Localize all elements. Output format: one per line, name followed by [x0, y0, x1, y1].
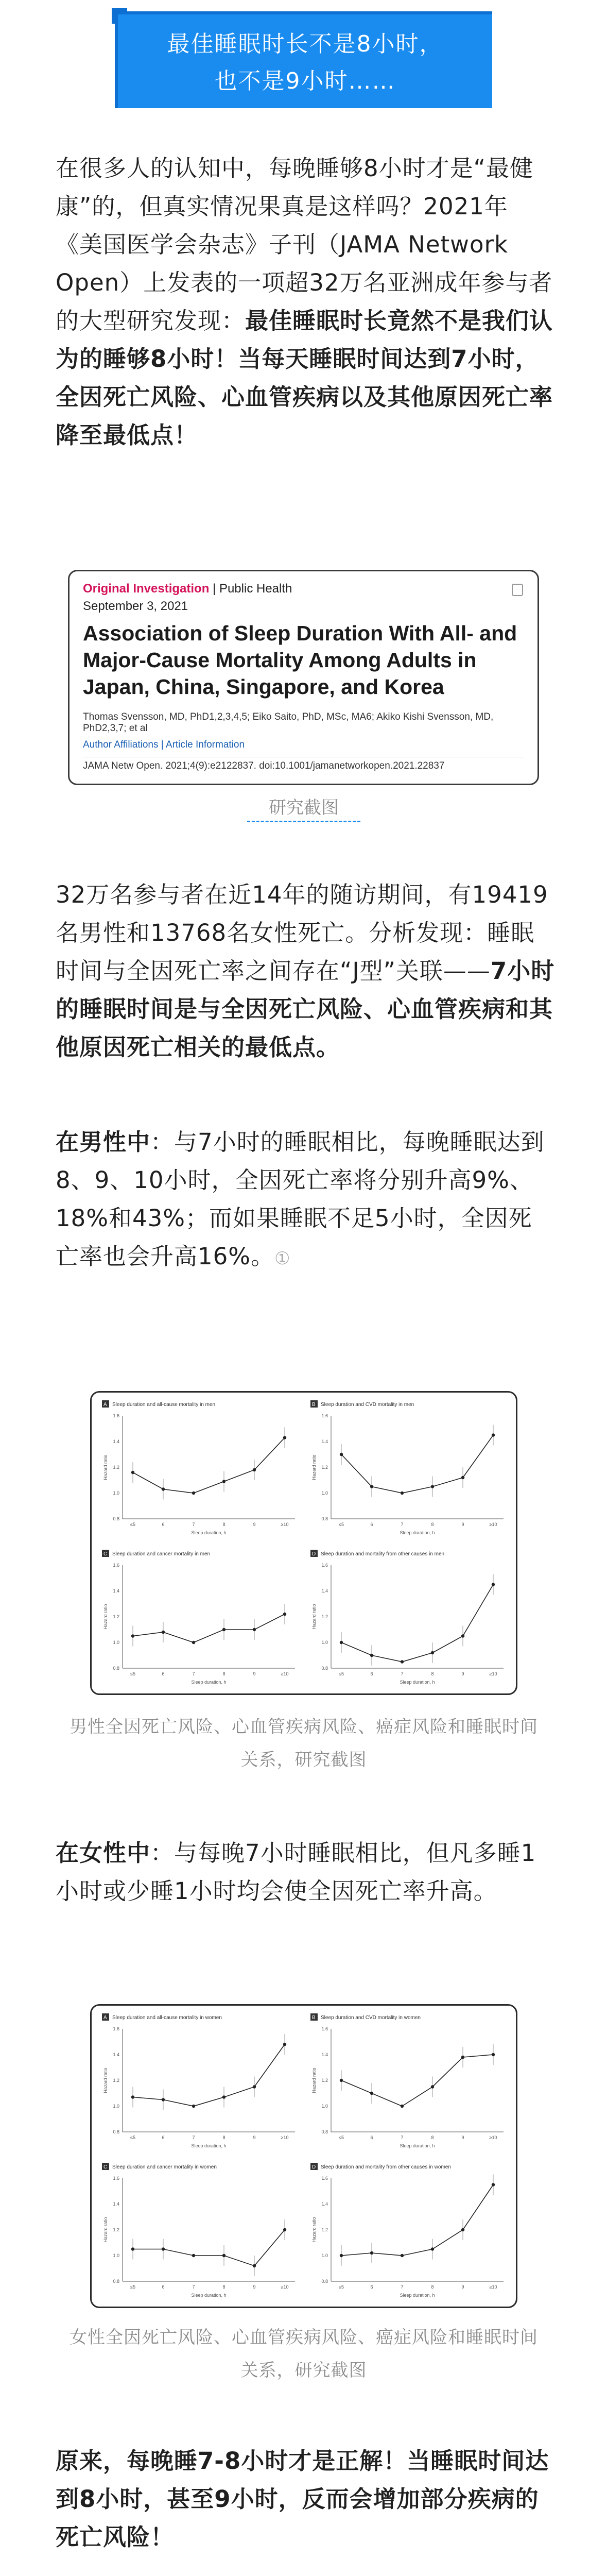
women-x-tick: 8 — [222, 2284, 226, 2290]
intro-paragraph — [56, 149, 555, 454]
men-y-tick: 1.6 — [321, 1413, 328, 1418]
men-series-line — [341, 1435, 493, 1494]
women-data-point — [222, 2095, 226, 2098]
paper-authors: Thomas Svensson, MD, PhD1,2,3,4,5; Eiko Saito, PhD, MSc, MA6; Akiko Kishi Svensson, MD, PhD2,3,7; et al — [83, 711, 494, 734]
men-y-tick: 1.0 — [321, 1640, 328, 1645]
men-y-label: Hazard ratio — [311, 1604, 317, 1630]
men-panel-d — [310, 1550, 504, 1685]
men-data-point — [162, 1631, 165, 1634]
men-paragraph — [56, 1123, 555, 1278]
men-x-label: Sleep duration, h — [191, 1680, 227, 1685]
women-y-tick: 1.2 — [321, 2078, 328, 2083]
women-panel-d — [310, 2163, 504, 2298]
findings-paragraph — [56, 876, 555, 1066]
men-x-tick: ≤5 — [339, 1671, 344, 1676]
men-data-point — [283, 1436, 286, 1439]
women-x-label: Sleep duration, h — [400, 2143, 435, 2148]
men-y-tick: 1.6 — [113, 1413, 119, 1418]
women-data-point — [131, 2247, 134, 2250]
men-x-tick: ≥10 — [281, 1671, 289, 1676]
women-panel-letter: B — [312, 2015, 316, 2021]
women-y-tick: 0.8 — [321, 2279, 328, 2284]
men-data-point — [431, 1485, 434, 1488]
men-x-tick: 9 — [253, 1522, 256, 1527]
men-x-tick: 7 — [192, 1522, 195, 1527]
men-data-point — [222, 1628, 226, 1631]
women-panel-title: Sleep duration and cancer mortality in women — [112, 2164, 217, 2170]
men-data-point — [340, 1641, 343, 1644]
women-series-line — [341, 2055, 493, 2106]
men-data-point — [370, 1654, 373, 1657]
men-data-point — [461, 1634, 464, 1637]
conclusion-paragraph — [56, 2442, 555, 2556]
women-data-point — [431, 2085, 434, 2088]
men-x-tick: 8 — [222, 1671, 226, 1676]
women-data-point — [401, 2254, 404, 2257]
women-y-tick: 1.2 — [113, 2227, 119, 2232]
women-data-point — [162, 2098, 165, 2101]
women-data-point — [283, 2043, 286, 2046]
men-y-tick: 1.0 — [113, 1490, 119, 1496]
paper-citation: JAMA Netw Open. 2021;4(9):e2122837. doi:10.1001/jamanetworkopen.2021.22837 — [83, 757, 524, 772]
women-x-tick: 6 — [370, 2135, 373, 2140]
women-y-tick: 1.4 — [321, 2201, 328, 2207]
women-series-line — [133, 2044, 285, 2106]
women-text: ：与每晚7小时睡眠相比，但凡多睡1小时或少睡1小时均会使全因死亡率升高。 — [56, 1839, 536, 1905]
women-x-tick: 7 — [401, 2284, 404, 2290]
title-line-2: 也不是9小时…… — [214, 68, 396, 94]
men-y-tick: 1.6 — [113, 1563, 119, 1568]
men-y-tick: 1.2 — [321, 1465, 328, 1470]
men-x-tick: 7 — [192, 1671, 195, 1676]
women-x-tick: 6 — [162, 2284, 165, 2290]
women-data-point — [283, 2228, 286, 2231]
women-y-tick: 1.4 — [321, 2052, 328, 2057]
paper-date: September 3, 2021 — [83, 599, 188, 613]
women-data-point — [370, 2092, 373, 2095]
men-data-point — [192, 1492, 195, 1495]
title-line-1: 最佳睡眠时长不是8小时， — [167, 31, 443, 57]
men-series-line — [341, 1585, 493, 1662]
women-figure-caption: 女性全因死亡风险、心血管疾病风险、癌症风险和睡眠时间关系，研究截图 — [70, 2327, 538, 2381]
men-y-tick: 1.4 — [113, 1439, 119, 1444]
women-data-point — [431, 2247, 434, 2250]
women-data-point — [131, 2095, 134, 2098]
women-panel-c — [102, 2163, 295, 2298]
men-data-point — [492, 1433, 495, 1436]
men-x-tick: 8 — [431, 1671, 434, 1676]
women-heading: 在女性中 — [56, 1839, 151, 1867]
men-data-point — [192, 1641, 195, 1644]
men-series-line — [133, 1438, 285, 1494]
men-y-tick: 1.4 — [321, 1588, 328, 1594]
women-y-tick: 1.2 — [321, 2227, 328, 2232]
findings-text: 32万名参与者在近14年的随访期间，有19419名男性和13768名女性死亡。分析发现：睡眠时间与全因死亡率之间存在“J型”关联—— — [56, 881, 548, 985]
women-x-tick: 9 — [461, 2135, 464, 2140]
men-y-label: Hazard ratio — [311, 1454, 317, 1480]
women-x-tick: 9 — [253, 2135, 256, 2140]
paper-links[interactable]: Author Affiliations | Article Information — [83, 739, 245, 750]
women-x-label: Sleep duration, h — [400, 2293, 435, 2298]
women-chart-svg — [92, 2006, 517, 2308]
women-y-tick: 1.4 — [113, 2052, 119, 2057]
women-series-line — [341, 2185, 493, 2256]
men-data-point — [461, 1476, 464, 1479]
women-panel-title: Sleep duration and all-cause mortality in women — [112, 2015, 222, 2021]
men-data-point — [131, 1634, 134, 1637]
intro-bold: 最佳睡眠时长竟然不是我们认为的睡够8小时！当每天睡眠时间达到7小时，全因死亡风险、心血管疾病以及其他原因死亡率降至最低点！ — [56, 307, 553, 449]
women-x-tick: 7 — [192, 2284, 195, 2290]
women-x-label: Sleep duration, h — [191, 2143, 227, 2148]
women-panel-letter: D — [312, 2164, 316, 2170]
men-x-tick: ≤5 — [130, 1522, 135, 1527]
women-y-label: Hazard ratio — [311, 2067, 317, 2093]
men-series-line — [133, 1614, 285, 1642]
men-panel-title: Sleep duration and cancer mortality in men — [112, 1551, 211, 1557]
men-heading: 在男性中 — [56, 1128, 151, 1156]
men-data-point — [340, 1453, 343, 1456]
men-y-tick: 0.8 — [321, 1666, 328, 1671]
women-x-tick: 6 — [162, 2135, 165, 2140]
women-panel-letter: A — [103, 2015, 107, 2021]
men-panel-title: Sleep duration and CVD mortality in men — [321, 1402, 414, 1408]
men-x-tick: ≥10 — [489, 1522, 497, 1527]
paper-section: | Public Health — [209, 582, 292, 596]
women-x-tick: 7 — [192, 2135, 195, 2140]
women-x-tick: 7 — [401, 2135, 404, 2140]
paper-tag — [83, 582, 524, 596]
men-x-tick: 8 — [431, 1522, 434, 1527]
women-data-point — [222, 2254, 226, 2257]
men-y-tick: 1.0 — [113, 1640, 119, 1645]
men-x-label: Sleep duration, h — [400, 1680, 435, 1685]
men-data-point — [283, 1613, 286, 1616]
women-x-tick: ≤5 — [339, 2284, 344, 2290]
women-panel-a — [102, 2013, 295, 2148]
women-y-label: Hazard ratio — [103, 2217, 108, 2243]
men-panel-letter: C — [103, 1551, 108, 1557]
men-data-point — [253, 1468, 256, 1471]
men-panel-title: Sleep duration and all-cause mortality in men — [112, 1402, 216, 1408]
men-y-label: Hazard ratio — [103, 1604, 108, 1630]
men-data-point — [253, 1628, 256, 1631]
women-y-tick: 1.0 — [113, 2104, 119, 2109]
women-data-point — [192, 2105, 195, 2108]
men-panel-a — [102, 1400, 295, 1535]
women-data-point — [370, 2251, 373, 2255]
women-y-tick: 1.6 — [113, 2176, 119, 2181]
men-x-tick: 8 — [222, 1522, 226, 1527]
intro-text: 在很多人的认知中，每晚睡够8小时才是“最健康”的，但真实情况果真是这样吗？2021年《美国医学会杂志》子刊（JAMA Network Open）上发表的一项超32万名亚洲成年参与者的大型研究发现： — [56, 155, 553, 334]
women-paragraph — [56, 1834, 555, 1910]
men-panel-title: Sleep duration and mortality from other causes in men — [321, 1551, 445, 1557]
women-y-tick: 1.4 — [113, 2201, 119, 2207]
men-data-point — [162, 1487, 165, 1490]
men-figure-caption: 男性全因死亡风险、心血管疾病风险、癌症风险和睡眠时间关系，研究截图 — [70, 1717, 538, 1770]
women-data-point — [461, 2228, 464, 2231]
women-y-tick: 1.0 — [113, 2253, 119, 2258]
women-y-label: Hazard ratio — [103, 2067, 108, 2093]
paper-screenshot — [68, 570, 539, 785]
men-y-tick: 1.2 — [321, 1614, 328, 1619]
women-y-tick: 0.8 — [321, 2129, 328, 2134]
women-x-tick: ≤5 — [130, 2135, 135, 2140]
women-data-point — [253, 2264, 256, 2267]
footnote-marker: ① — [274, 1248, 291, 1269]
men-x-tick: 9 — [253, 1671, 256, 1676]
paper-title: Association of Sleep Duration With All- and Major-Cause Mortality Among Adults in Japan, China, Singapore, and Korea — [83, 621, 517, 699]
men-y-tick: 1.4 — [113, 1588, 119, 1594]
men-data-point — [431, 1651, 434, 1654]
women-series-line — [133, 2230, 285, 2266]
men-figure — [90, 1391, 517, 1695]
men-data-point — [131, 1471, 134, 1474]
men-y-tick: 1.0 — [321, 1490, 328, 1496]
women-panel-title: Sleep duration and mortality from other causes in women — [321, 2164, 451, 2170]
women-data-point — [461, 2056, 464, 2059]
men-data-point — [370, 1485, 373, 1488]
women-x-tick: 8 — [431, 2284, 434, 2290]
men-x-tick: ≥10 — [489, 1671, 497, 1676]
women-y-label: Hazard ratio — [311, 2217, 317, 2243]
men-x-label: Sleep duration, h — [191, 1530, 227, 1535]
men-text: ：与7小时的睡眠相比，每晚睡眠达到8、9、10小时，全因死亡率将分别升高9%、18%和43%；而如果睡眠不足5小时，全因死亡率也会升高16%。 — [56, 1128, 545, 1270]
paper-caption: 研究截图 — [247, 793, 360, 822]
women-x-tick: ≤5 — [339, 2135, 344, 2140]
women-y-tick: 1.6 — [321, 2026, 328, 2031]
men-y-tick: 1.6 — [321, 1563, 328, 1568]
men-panel-b — [310, 1400, 504, 1535]
women-data-point — [162, 2247, 165, 2250]
men-x-tick: 6 — [162, 1522, 165, 1527]
women-data-point — [492, 2183, 495, 2186]
women-data-point — [401, 2105, 404, 2108]
lock-icon — [512, 584, 523, 596]
men-y-label: Hazard ratio — [103, 1454, 108, 1480]
men-panel-letter: B — [312, 1402, 316, 1408]
women-data-point — [340, 2079, 343, 2082]
women-y-tick: 1.6 — [321, 2176, 328, 2181]
women-x-tick: 9 — [461, 2284, 464, 2290]
men-y-tick: 1.2 — [113, 1465, 119, 1470]
men-x-tick: 9 — [461, 1671, 464, 1676]
women-x-tick: 6 — [370, 2284, 373, 2290]
women-panel-title: Sleep duration and CVD mortality in women — [321, 2015, 421, 2021]
men-data-point — [401, 1660, 404, 1663]
men-panel-letter: A — [103, 1402, 107, 1408]
men-x-tick: ≤5 — [339, 1522, 344, 1527]
women-x-tick: ≤5 — [130, 2284, 135, 2290]
men-x-tick: 7 — [401, 1522, 404, 1527]
men-panel-letter: D — [312, 1551, 316, 1557]
women-y-tick: 0.8 — [113, 2129, 119, 2134]
men-chart-svg — [92, 1393, 517, 1695]
women-panel-letter: C — [103, 2164, 108, 2170]
findings-bold: 7小时的睡眠时间是与全因死亡风险、心血管疾病和其他原因死亡相关的最低点。 — [56, 957, 555, 1061]
men-x-label: Sleep duration, h — [400, 1530, 435, 1535]
men-x-tick: 6 — [370, 1522, 373, 1527]
women-x-tick: 8 — [222, 2135, 226, 2140]
women-y-tick: 1.0 — [321, 2253, 328, 2258]
women-y-tick: 1.6 — [113, 2026, 119, 2031]
men-y-tick: 0.8 — [113, 1666, 119, 1671]
men-y-tick: 0.8 — [321, 1516, 328, 1521]
women-x-tick: ≥10 — [281, 2135, 289, 2140]
men-x-tick: ≤5 — [130, 1671, 135, 1676]
men-y-tick: 1.4 — [321, 1439, 328, 1444]
women-y-tick: 0.8 — [113, 2279, 119, 2284]
men-x-tick: 6 — [162, 1671, 165, 1676]
men-x-tick: 7 — [401, 1671, 404, 1676]
men-panel-c — [102, 1550, 295, 1685]
women-x-tick: ≥10 — [489, 2135, 497, 2140]
women-data-point — [253, 2085, 256, 2088]
women-x-tick: ≥10 — [489, 2284, 497, 2290]
women-data-point — [192, 2254, 195, 2257]
paper-type: Original Investigation — [83, 582, 210, 596]
men-y-tick: 1.2 — [113, 1614, 119, 1619]
men-x-tick: ≥10 — [281, 1522, 289, 1527]
women-panel-b — [310, 2013, 504, 2148]
women-x-label: Sleep duration, h — [191, 2293, 227, 2298]
women-y-tick: 1.2 — [113, 2078, 119, 2083]
men-x-tick: 9 — [461, 1522, 464, 1527]
women-y-tick: 1.0 — [321, 2104, 328, 2109]
women-data-point — [340, 2254, 343, 2257]
conclusion-text: 原来，每晚睡7-8小时才是正解！当睡眠时间达到8小时，甚至9小时，反而会增加部分疾病的死亡风险！ — [56, 2447, 549, 2551]
women-x-tick: 8 — [431, 2135, 434, 2140]
women-figure — [90, 2004, 517, 2308]
men-data-point — [401, 1492, 404, 1495]
men-x-tick: 6 — [370, 1671, 373, 1676]
article-title — [115, 11, 492, 108]
women-data-point — [492, 2053, 495, 2056]
men-data-point — [222, 1480, 226, 1483]
women-x-tick: 9 — [253, 2284, 256, 2290]
men-data-point — [492, 1583, 495, 1586]
men-y-tick: 0.8 — [113, 1516, 119, 1521]
women-x-tick: ≥10 — [281, 2284, 289, 2290]
